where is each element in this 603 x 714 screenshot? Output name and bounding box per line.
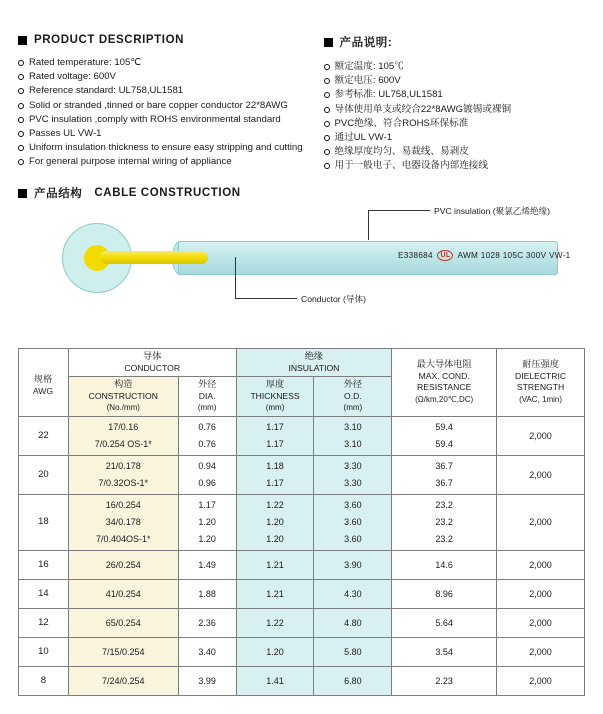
cell-line: 3.60 bbox=[344, 499, 362, 510]
cell-line: 3.99 bbox=[198, 675, 216, 686]
table-row bbox=[19, 579, 585, 608]
cell-line: 1.17 bbox=[266, 421, 284, 432]
cell-resistance bbox=[392, 637, 497, 666]
cell-dia bbox=[178, 494, 236, 550]
cell-line: 18 bbox=[38, 516, 49, 527]
awg-header-en: AWG bbox=[32, 385, 54, 396]
cell-line: 0.94 bbox=[198, 460, 216, 471]
cell-line: 2.23 bbox=[435, 675, 453, 686]
ring-bullet-icon bbox=[324, 107, 330, 113]
cell-line: 5.64 bbox=[435, 617, 453, 628]
conductor-label: Conductor (导体) bbox=[301, 294, 366, 304]
cell-construction bbox=[68, 608, 178, 637]
cell-thickness bbox=[236, 416, 314, 455]
list-item bbox=[18, 155, 302, 169]
product-description-title-cn: 产品说明: bbox=[339, 37, 393, 49]
cell-construction bbox=[68, 494, 178, 550]
thickness-header-cn: 厚度 bbox=[265, 379, 285, 389]
cell-line: 21/0.178 bbox=[105, 460, 141, 471]
cell-construction bbox=[68, 550, 178, 579]
cell-line: 23.2 bbox=[435, 533, 453, 544]
cell-line: 7/0.32OS-1* bbox=[98, 477, 149, 488]
cell-line: 20 bbox=[38, 468, 49, 480]
thickness-header-unit: (mm) bbox=[265, 403, 285, 412]
cell-awg bbox=[19, 550, 69, 579]
list-item bbox=[18, 113, 302, 127]
dia-header-en: DIA. bbox=[198, 390, 216, 401]
cell-resistance bbox=[392, 494, 497, 550]
group-header-conductor bbox=[68, 349, 236, 377]
cell-line: 3.60 bbox=[344, 516, 362, 527]
cell-line: 26/0.254 bbox=[105, 559, 141, 570]
cell-line: 16/0.254 bbox=[105, 499, 141, 510]
cell-line: 59.4 bbox=[435, 421, 453, 432]
ring-bullet-icon bbox=[324, 121, 330, 127]
cell-dia bbox=[178, 455, 236, 494]
cell-dielectric bbox=[497, 455, 585, 494]
group-header-conductor-en: CONDUCTOR bbox=[124, 362, 181, 373]
cell-line: 3.10 bbox=[344, 421, 362, 432]
specification-table bbox=[18, 348, 585, 696]
cell-line: 2.36 bbox=[198, 617, 216, 628]
cable-construction-title-en: CABLE CONSTRUCTION bbox=[94, 187, 241, 199]
cell-awg bbox=[19, 666, 69, 695]
cell-line: 17/0.16 bbox=[108, 421, 139, 432]
cell-line: 23.2 bbox=[435, 516, 453, 527]
cell-dielectric bbox=[497, 550, 585, 579]
cell-line: 3.30 bbox=[344, 460, 362, 471]
cell-awg bbox=[19, 608, 69, 637]
dielectric-header-en-2: STRENGTH bbox=[516, 382, 565, 393]
cell-line: 1.41 bbox=[266, 675, 284, 686]
insulation-leader-vertical bbox=[368, 210, 369, 240]
cell-od bbox=[314, 608, 392, 637]
cell-dia bbox=[178, 579, 236, 608]
cell-line: 1.18 bbox=[266, 460, 284, 471]
list-item bbox=[18, 99, 302, 113]
resistance-header-en-1: MAX. COND. bbox=[418, 370, 470, 381]
cell-line: 0.76 bbox=[198, 438, 216, 449]
cell-od bbox=[314, 494, 392, 550]
group-header-insulation-en: INSULATION bbox=[288, 362, 340, 373]
cell-dielectric bbox=[497, 494, 585, 550]
cell-thickness bbox=[236, 579, 314, 608]
cell-line: 1.17 bbox=[266, 477, 284, 488]
cell-line: 1.22 bbox=[266, 499, 284, 510]
description-english-column bbox=[18, 34, 302, 174]
cell-line: 12 bbox=[38, 616, 49, 628]
cell-line: 4.30 bbox=[344, 588, 362, 599]
cell-line: 2,000 bbox=[529, 517, 552, 527]
column-header-awg bbox=[18, 374, 68, 397]
description-chinese-column bbox=[302, 34, 586, 174]
cell-line: 3.54 bbox=[435, 646, 453, 657]
column-header-construction bbox=[68, 377, 178, 417]
cell-line: 65/0.254 bbox=[105, 617, 141, 628]
ring-bullet-icon bbox=[18, 60, 24, 66]
cell-resistance bbox=[392, 579, 497, 608]
cell-resistance bbox=[392, 455, 497, 494]
square-bullet-icon bbox=[324, 38, 333, 47]
cell-line: 3.40 bbox=[198, 646, 216, 657]
ring-bullet-icon bbox=[324, 135, 330, 141]
thickness-header-en: THICKNESS bbox=[250, 390, 300, 401]
table-group-header-row bbox=[19, 349, 585, 377]
cell-line: 1.20 bbox=[266, 516, 284, 527]
cell-dielectric bbox=[497, 666, 585, 695]
table-row bbox=[19, 666, 585, 695]
cell-thickness bbox=[236, 550, 314, 579]
cell-line: 8 bbox=[40, 674, 47, 686]
od-header-cn: 外径 bbox=[343, 379, 363, 389]
ring-bullet-icon bbox=[18, 117, 24, 123]
cell-construction bbox=[68, 637, 178, 666]
construction-header-cn: 构造 bbox=[114, 379, 133, 389]
cell-thickness bbox=[236, 455, 314, 494]
cable-construction-heading bbox=[18, 185, 241, 201]
cell-dielectric bbox=[497, 416, 585, 455]
cell-line: 1.20 bbox=[266, 533, 284, 544]
cell-line: 1.21 bbox=[266, 559, 284, 570]
resistance-header-en-2: RESISTANCE bbox=[417, 382, 472, 393]
description-item-text: For general purpose internal wiring of appliance bbox=[29, 156, 232, 168]
cell-line: 23.2 bbox=[435, 499, 453, 510]
cell-resistance bbox=[392, 550, 497, 579]
description-item-text: 绝缘厚度均匀、易裁线、易剥皮 bbox=[334, 146, 469, 158]
list-item bbox=[324, 74, 586, 88]
cell-line: 0.76 bbox=[198, 421, 216, 432]
cell-line: 1.20 bbox=[198, 516, 216, 527]
cell-line: 2,000 bbox=[529, 559, 552, 570]
table-row bbox=[19, 416, 585, 455]
group-header-insulation-cn: 绝缘 bbox=[304, 351, 324, 361]
cell-od bbox=[314, 550, 392, 579]
ring-bullet-icon bbox=[18, 74, 24, 80]
cell-od bbox=[314, 666, 392, 695]
cell-awg bbox=[19, 455, 69, 494]
table-row bbox=[19, 494, 585, 550]
cell-line: 1.49 bbox=[198, 559, 216, 570]
cell-dielectric bbox=[497, 579, 585, 608]
description-item-text: 额定温度: 105℃ bbox=[334, 61, 404, 72]
cell-line: 5.80 bbox=[344, 646, 362, 657]
ring-bullet-icon bbox=[18, 131, 24, 137]
cell-od bbox=[314, 579, 392, 608]
cell-od bbox=[314, 455, 392, 494]
product-description-heading-cn bbox=[324, 34, 586, 50]
description-list-cn bbox=[324, 60, 586, 174]
list-item bbox=[324, 117, 586, 131]
cell-line: 8.96 bbox=[435, 588, 453, 599]
product-description-title-en: PRODUCT DESCRIPTION bbox=[34, 34, 185, 46]
product-description-heading-en bbox=[18, 34, 302, 46]
column-header-dia bbox=[178, 377, 236, 417]
cable-print-legend bbox=[398, 251, 570, 262]
cell-dia bbox=[178, 666, 236, 695]
description-item-text: PVC insulation ,comply with ROHS environmental standard bbox=[29, 113, 281, 125]
cell-resistance bbox=[392, 416, 497, 455]
square-bullet-icon bbox=[18, 189, 27, 198]
group-header-conductor-cn: 导体 bbox=[143, 351, 162, 361]
cell-line: 1.21 bbox=[266, 588, 284, 599]
construction-header-en: CONSTRUCTION bbox=[88, 390, 158, 401]
cell-dielectric bbox=[497, 637, 585, 666]
column-header-dielectric bbox=[497, 349, 585, 417]
product-description-section bbox=[18, 34, 585, 174]
cell-line: 1.22 bbox=[266, 617, 284, 628]
cell-line: 41/0.254 bbox=[105, 588, 141, 599]
cell-line: 3.60 bbox=[344, 533, 362, 544]
ring-bullet-icon bbox=[324, 64, 330, 70]
cell-line: 3.30 bbox=[344, 477, 362, 488]
ring-bullet-icon bbox=[324, 78, 330, 84]
cell-line: 1.88 bbox=[198, 588, 216, 599]
list-item bbox=[324, 60, 586, 74]
table-row bbox=[19, 608, 585, 637]
cell-line: 10 bbox=[38, 645, 49, 657]
od-header-unit: (mm) bbox=[343, 403, 363, 412]
cell-line: 0.96 bbox=[198, 477, 216, 488]
list-item bbox=[18, 84, 302, 98]
cell-line: 2,000 bbox=[529, 469, 552, 480]
cell-od bbox=[314, 637, 392, 666]
table-body bbox=[19, 416, 585, 695]
cable-diagram bbox=[0, 205, 603, 325]
cell-line: 22 bbox=[38, 429, 49, 441]
list-item bbox=[324, 88, 586, 102]
ring-bullet-icon bbox=[18, 88, 24, 94]
cell-line: 2,000 bbox=[529, 675, 552, 686]
cell-line: 2,000 bbox=[529, 588, 552, 599]
dielectric-header-unit: (VAC, 1min) bbox=[519, 394, 563, 404]
cell-construction bbox=[68, 579, 178, 608]
insulation-label: PVC insulation (聚氯乙烯绝缘) bbox=[434, 206, 551, 216]
description-item-text: Uniform insulation thickness to ensure easy stripping and cutting bbox=[29, 142, 303, 154]
ring-bullet-icon bbox=[18, 159, 24, 165]
description-item-text: 导体使用单支或绞合22*8AWG镀锡或裸铜 bbox=[334, 103, 512, 115]
cell-awg bbox=[19, 494, 69, 550]
cell-construction bbox=[68, 666, 178, 695]
cell-thickness bbox=[236, 608, 314, 637]
cell-awg bbox=[19, 579, 69, 608]
column-header-resistance bbox=[392, 349, 497, 417]
cell-line: 2,000 bbox=[529, 617, 552, 628]
cell-line: 1.20 bbox=[198, 533, 216, 544]
cell-construction bbox=[68, 416, 178, 455]
cell-resistance bbox=[392, 666, 497, 695]
cell-dia bbox=[178, 550, 236, 579]
print-legend-rating: AWM 1028 105C 300V VW-1 bbox=[457, 251, 571, 260]
dia-header-unit: (mm) bbox=[197, 403, 217, 412]
cell-line: 7/24/0.254 bbox=[102, 675, 145, 686]
cell-dia bbox=[178, 608, 236, 637]
ul-logo-icon: UL bbox=[437, 250, 453, 261]
description-list-en bbox=[18, 56, 302, 170]
construction-header-unit: (No./mm) bbox=[106, 403, 140, 412]
cell-line: 7/0.254 OS-1* bbox=[94, 438, 152, 449]
cell-dielectric bbox=[497, 608, 585, 637]
cell-awg bbox=[19, 416, 69, 455]
list-item bbox=[324, 103, 586, 117]
ring-bullet-icon bbox=[18, 145, 24, 151]
cell-line: 14.6 bbox=[435, 559, 453, 570]
cell-construction bbox=[68, 455, 178, 494]
cell-thickness bbox=[236, 666, 314, 695]
list-item bbox=[18, 70, 302, 84]
group-header-insulation bbox=[236, 349, 392, 377]
conductor-leader-vertical bbox=[235, 257, 236, 299]
cell-line: 36.7 bbox=[435, 460, 453, 471]
description-item-text: Solid or stranded ,tinned or bare copper conductor 22*8AWG bbox=[29, 99, 288, 111]
list-item bbox=[18, 56, 302, 70]
cable-construction-title-cn: 产品结构 bbox=[34, 188, 83, 200]
cell-dia bbox=[178, 637, 236, 666]
cell-line: 7/15/0.254 bbox=[102, 646, 145, 657]
cell-line: 3.10 bbox=[344, 438, 362, 449]
column-header-thickness bbox=[236, 377, 314, 417]
description-item-text: 用于一般电子、电器设备内部连接线 bbox=[334, 160, 488, 172]
cell-thickness bbox=[236, 494, 314, 550]
cell-resistance bbox=[392, 608, 497, 637]
specification-table-wrapper bbox=[18, 348, 585, 696]
cell-line: 3.90 bbox=[344, 559, 362, 570]
table-row bbox=[19, 455, 585, 494]
ring-bullet-icon bbox=[324, 92, 330, 98]
cell-dia bbox=[178, 416, 236, 455]
insulation-leader-horizontal bbox=[368, 210, 430, 211]
conductor-leader-horizontal bbox=[235, 298, 297, 299]
cell-line: 2,000 bbox=[529, 646, 552, 657]
cell-line: 14 bbox=[38, 587, 49, 599]
awg-header-cn: 规格 bbox=[33, 374, 53, 384]
cell-line: 16 bbox=[38, 558, 49, 570]
cell-line: 1.17 bbox=[266, 438, 284, 449]
description-item-text: 通过UL VW-1 bbox=[334, 132, 393, 144]
ring-bullet-icon bbox=[324, 149, 330, 155]
cell-line: 4.80 bbox=[344, 617, 362, 628]
column-header-od bbox=[314, 377, 392, 417]
description-item-text: Passes UL VW-1 bbox=[29, 128, 102, 140]
resistance-header-unit: (Ω/km,20℃,DC) bbox=[415, 394, 474, 404]
cell-line: 1.17 bbox=[198, 499, 216, 510]
cell-line: 36.7 bbox=[435, 477, 453, 488]
cell-line: 2,000 bbox=[529, 430, 552, 441]
cell-awg bbox=[19, 637, 69, 666]
cell-od bbox=[314, 416, 392, 455]
description-item-text: PVC绝缘、符合ROHS环保标准 bbox=[334, 117, 469, 129]
cell-thickness bbox=[236, 637, 314, 666]
list-item bbox=[324, 131, 586, 145]
square-bullet-icon bbox=[18, 36, 27, 45]
table-row bbox=[19, 637, 585, 666]
description-item-text: 参考标准: UL758,UL1581 bbox=[334, 89, 443, 101]
cell-line: 59.4 bbox=[435, 438, 453, 449]
print-legend-file-number: E338684 bbox=[398, 251, 433, 260]
description-item-text: 额定电压: 600V bbox=[334, 75, 401, 87]
cell-line: 6.80 bbox=[344, 675, 362, 686]
resistance-header-cn: 最大导体电阻 bbox=[416, 359, 472, 370]
dielectric-header-en-1: DIELECTRIC bbox=[515, 370, 567, 381]
list-item bbox=[324, 159, 586, 173]
cell-line: 1.20 bbox=[266, 646, 284, 657]
dia-header-cn: 外径 bbox=[197, 379, 217, 389]
conductor-strip-icon bbox=[100, 251, 208, 264]
ring-bullet-icon bbox=[324, 163, 330, 169]
list-item bbox=[18, 141, 302, 155]
description-item-text: Reference standard: UL758,UL1581 bbox=[29, 85, 184, 97]
od-header-en: O.D. bbox=[344, 390, 362, 401]
ring-bullet-icon bbox=[18, 103, 24, 109]
cell-line: 7/0.404OS-1* bbox=[96, 533, 151, 544]
dielectric-header-cn: 耐压强度 bbox=[522, 359, 559, 370]
description-item-text: Rated voltage: 600V bbox=[29, 71, 116, 83]
description-item-text: Rated temperature: 105℃ bbox=[29, 57, 142, 68]
cell-line: 34/0.178 bbox=[105, 516, 141, 527]
list-item bbox=[324, 145, 586, 159]
table-row bbox=[19, 550, 585, 579]
list-item bbox=[18, 127, 302, 141]
